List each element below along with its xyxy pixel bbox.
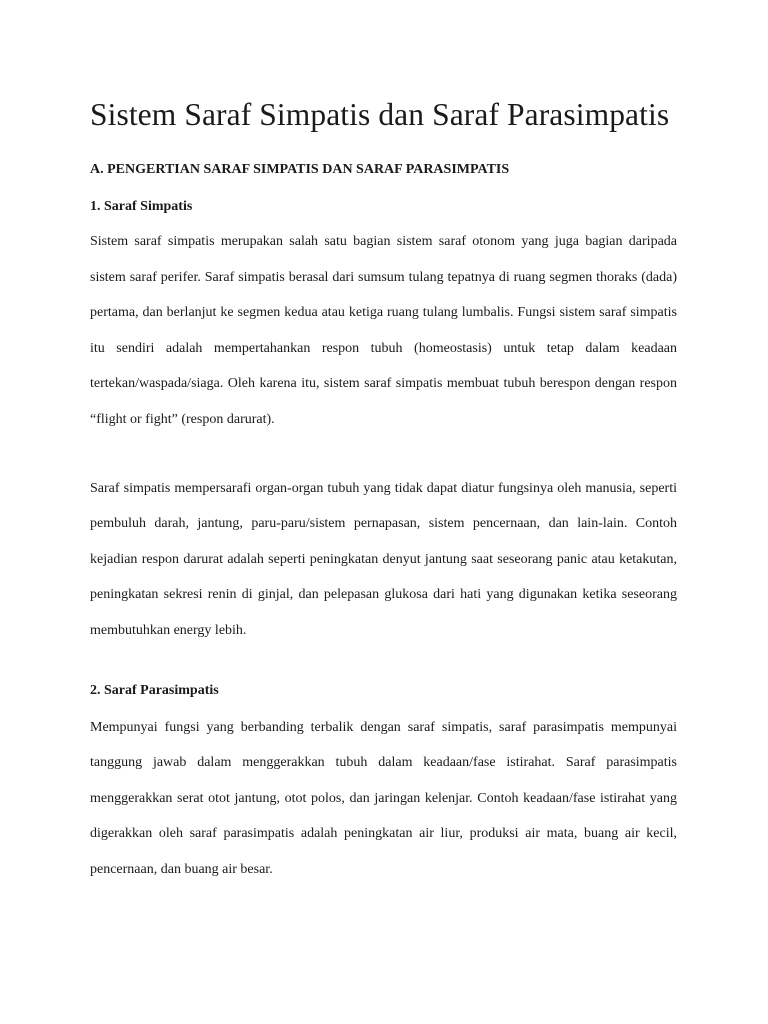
paragraph: Saraf simpatis mempersarafi organ-organ tubuh yang tidak dapat diatur fungsinya oleh manusia, seperti pembuluh darah, jantung, paru-paru/sistem pernapasan, sistem pencernaan, dan lain-lain. Contoh kejadian respon darurat adalah seperti peningkatan denyut jantung saat seseorang panic atau ketakutan, peningkatan sekresi renin di ginjal, dan pelepasan glukosa dari hati yang digunakan ketika seseorang membutuhkan energy lebih.	[90, 480, 677, 638]
section-heading: A. PENGERTIAN SARAF SIMPATIS DAN SARAF PARASIMPATIS	[90, 162, 510, 177]
paragraph: Sistem saraf simpatis merupakan salah satu bagian sistem saraf otonom yang juga bagian daripada sistem saraf perifer. Saraf simpatis berasal dari sumsum tulang tepatnya di ruang segmen thoraks (dada) pertama, dan berlanjut ke segmen kedua atau ketiga ruang tulang lumbalis. Fungsi sistem saraf simpatis itu sendiri adalah mempertahankan respon tubuh (homeostasis) untuk tetap dalam keadaan tertekan/waspada/siaga. Oleh karena itu, sistem saraf simpatis membuat tubuh berespon dengan respon “flight or fight” (respon darurat).	[90, 234, 677, 427]
subheading-saraf-parasimpatis: 2. Saraf Parasimpatis	[90, 682, 219, 698]
document-title: Sistem Saraf Simpatis dan Saraf Parasimpatis	[90, 97, 670, 132]
paragraph: Mempunyai fungsi yang berbanding terbalik dengan saraf simpatis, saraf parasimpatis mempunyai tanggung jawab dalam menggerakkan tubuh dalam keadaan/fase istirahat. Saraf parasimpatis menggerakkan serat otot jantung, otot polos, dan jaringan kelenjar. Contoh keadaan/fase istirahat yang digerakkan oleh saraf parasimpatis adalah peningkatan air liur, produksi air mata, buang air kecil, pencernaan, dan buang air besar.	[90, 719, 677, 877]
subheading-saraf-simpatis: 1. Saraf Simpatis	[90, 199, 193, 214]
